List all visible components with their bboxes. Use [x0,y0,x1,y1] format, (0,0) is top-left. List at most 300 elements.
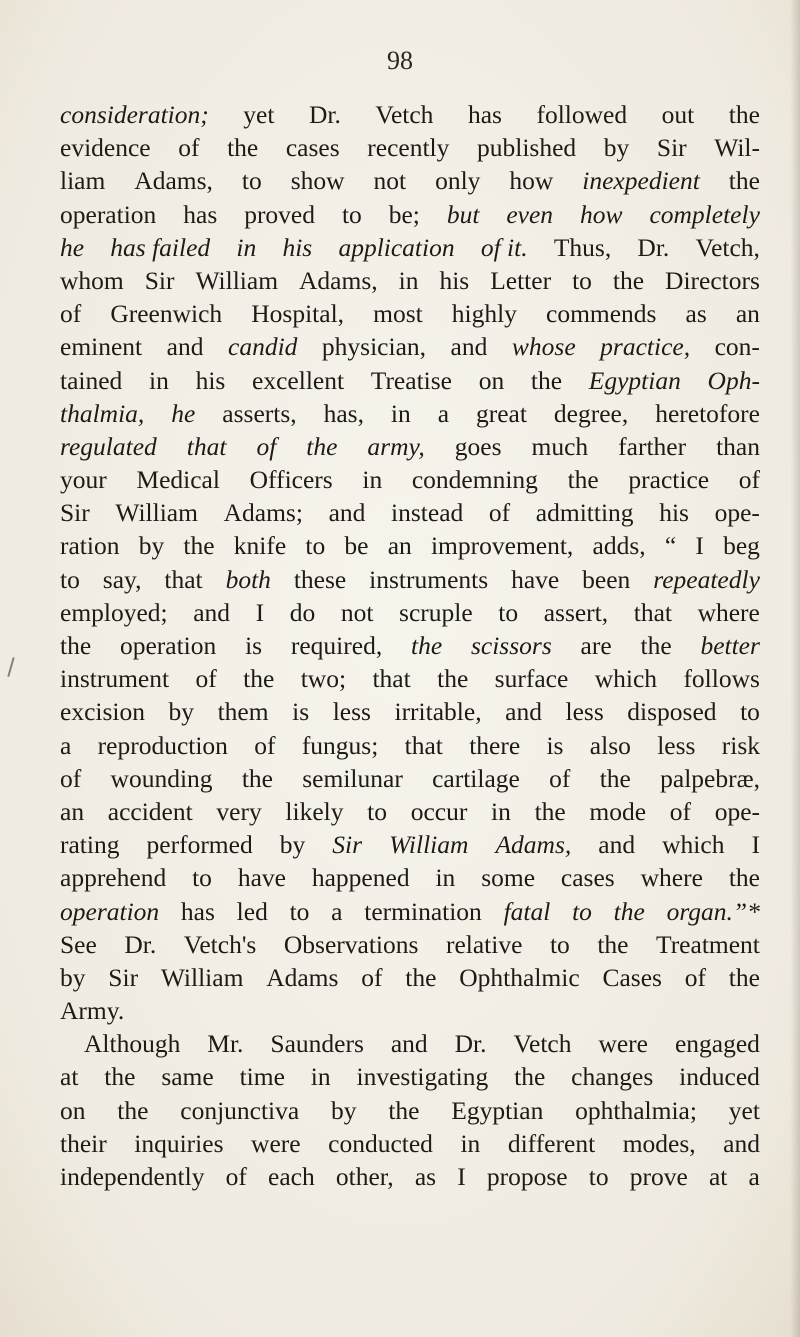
word: Vetch's [183,929,257,959]
word: Dr. [454,1029,487,1059]
word: of [738,465,760,495]
word: termination [364,896,482,926]
italic-word: Adams, [495,830,572,860]
word: some [481,863,536,893]
italic-word: organ.”* [666,896,760,926]
word: on [478,365,505,395]
word: Cases [602,962,662,992]
italic-word: the [306,431,338,461]
word: mode [589,796,647,826]
word: to [241,166,262,196]
word: in [491,796,511,826]
word: there [469,730,521,760]
word: Adams, [299,265,378,295]
word: relative [445,929,523,959]
text-line [60,1160,760,1193]
word: physician, [321,332,427,362]
word: his [439,265,470,295]
word: to [341,199,362,229]
word: the [530,365,563,395]
italic-word: army, [367,431,425,461]
word: Dr. [308,100,341,129]
italic-word: he [171,398,196,428]
word: the [612,265,645,295]
word: of [254,730,276,760]
word: also [589,730,631,760]
word: highly [451,299,517,329]
word: admitting [535,498,634,528]
word: a [748,1162,760,1191]
word: other, [335,1162,394,1191]
italic-word: that [186,431,227,461]
word: to [588,1162,609,1191]
word: very [216,796,262,826]
word: practice [628,465,710,495]
word: I [751,830,760,860]
word: the [567,465,599,495]
word: is [292,697,310,727]
word: yet [728,1095,760,1125]
italic-word: Oph- [707,365,760,395]
word: cases [285,133,340,163]
word: out [661,100,695,129]
word: on [60,1095,86,1125]
word: the [728,962,760,992]
word: a [437,398,450,428]
word: Dr. [637,232,670,262]
word: the [227,133,259,163]
word: of [549,763,571,793]
word: Mr. [207,1029,244,1059]
word: Vetch [375,100,434,129]
word: and [598,830,636,860]
word: evidence [60,133,151,163]
text-line [60,463,760,496]
word: of [60,299,82,329]
word: ophthalmia; [575,1095,697,1125]
word: irritable, [394,697,482,727]
word: Treatment [656,929,760,959]
word: reproduction [97,730,228,760]
word: of [488,498,511,528]
word: Vetch [513,1029,572,1059]
word: were [251,1128,301,1158]
word: I [457,1162,466,1191]
word: the [728,863,760,893]
word: the [60,631,92,660]
word: William [195,265,279,295]
italic-word: regulated [60,431,157,461]
text-line [60,795,760,828]
word: Sir [144,265,175,295]
word: of [684,962,706,992]
word: by [603,133,630,163]
word: by [331,1095,357,1125]
margin-mark [7,657,14,677]
word: and [166,332,204,362]
word: whom [60,265,124,295]
word: as [414,1162,437,1191]
word: Army. [60,996,125,1026]
word: where [640,863,703,893]
word: the [241,763,273,793]
word: which [662,830,725,860]
word: Vetch, [695,232,760,262]
word: and [390,1029,428,1059]
italic-word: of [256,431,277,461]
word: has, [323,398,364,428]
text-line [60,264,760,297]
italic-word: William [389,830,469,860]
text-line [60,563,760,596]
italic-word: application [338,232,455,262]
word: commends [546,299,657,329]
word: Sir [60,498,90,528]
word: in [435,863,456,893]
italic-word: his [282,232,313,262]
word: great [476,398,527,428]
word: to [289,896,310,926]
word: the [599,763,631,793]
word: eminent [60,332,143,362]
word: risk [721,730,760,760]
italic-word: of it. [480,232,528,262]
italic-word: to [572,896,592,926]
word: the [117,1095,149,1125]
text-line [60,364,760,397]
italic-word: better [700,631,760,660]
text-line [60,762,760,795]
word: say, [102,564,142,594]
word: happened [311,863,410,893]
word: do [289,597,316,627]
text-line [60,496,760,529]
word: Egyptian [451,1095,544,1125]
word: each [268,1162,315,1191]
word: less [565,697,604,727]
text-line [60,729,760,762]
word: his [659,498,689,528]
word: led [236,896,268,926]
word: that [404,730,443,760]
word: much [531,431,589,461]
italic-word: inexpedient [582,166,700,196]
word: the [640,631,672,660]
word: asserts, [222,398,297,428]
word: instruments [369,564,489,594]
word: to [572,265,592,295]
word: Directors [665,265,760,295]
word: occur [410,796,468,826]
text-line [60,1127,760,1160]
word: not [340,597,374,627]
word: not [373,166,407,196]
word: his [195,365,226,395]
italic-word: the [613,896,645,926]
word: investigating [356,1062,489,1092]
text-line [60,961,760,994]
word: excision [60,697,145,727]
page-edge-shadow [790,0,800,1337]
italic-word: fatal [503,896,551,926]
italic-word: practice, [600,332,691,362]
word: wounding [110,763,213,793]
text-line [60,596,760,629]
italic-word: but [446,199,480,229]
text-line [60,397,760,430]
italic-word: both [225,564,271,594]
text-line [60,662,760,695]
italic-word: operation [60,896,160,926]
text-line [60,1027,760,1060]
word: and [723,1128,760,1158]
word: propose [486,1162,568,1191]
word: improvement, [430,531,574,561]
word: in [149,365,169,395]
word: cartilage [432,763,520,793]
word: has [467,100,502,129]
word: and [505,697,542,727]
word: “ [664,531,677,561]
word: tained [60,365,123,395]
word: ope- [714,796,760,826]
word: Treatise [370,365,452,395]
word: Greenwich [110,299,223,329]
word: performed [146,830,253,860]
word: goes [454,431,502,461]
text-line [60,330,760,363]
italic-word: has failed [110,232,211,262]
word: of [361,962,383,992]
word: the [104,1062,136,1092]
word: Adams [266,962,339,992]
italic-word: the [411,631,443,660]
word: of [60,763,82,793]
word: them [217,697,269,727]
word: two; [300,664,347,694]
word: in [460,1128,481,1158]
word: induced [679,1062,760,1092]
word: rating [60,830,120,860]
word: the [534,796,566,826]
word: is [245,631,263,660]
word: follows [683,664,760,694]
word: proved [244,199,315,229]
word: your [60,465,107,495]
word: Dr. [124,929,157,959]
word: likely [285,796,344,826]
word: Observations [283,929,419,959]
text-line [60,695,760,728]
text-line [60,198,760,231]
word: to [740,697,760,727]
text-line [60,1094,760,1127]
text-line [60,164,760,197]
word: to [498,597,519,627]
word: the [437,664,469,694]
word: by [60,962,86,992]
word: were [598,1029,648,1059]
word: the [597,929,629,959]
word: surface [494,664,569,694]
italic-word: scissors [470,631,552,660]
word: where [697,597,760,627]
word: to [549,929,570,959]
word: the [243,664,275,694]
word: an [60,796,85,826]
word: in [362,465,383,495]
word: beg [723,531,760,561]
word: have [237,863,286,893]
italic-word: candid [228,332,298,362]
word: modes, [622,1128,696,1158]
word: an [735,299,760,329]
word: liam [60,166,106,196]
word: a [60,730,72,760]
word: different [507,1128,596,1158]
word: knife [233,531,287,561]
word: yet [243,100,275,129]
word: of [195,664,217,694]
word: ope- [714,498,760,528]
word: published [477,133,577,163]
word: same [161,1062,214,1092]
word: instead [391,498,464,528]
word: in [398,265,419,295]
text-line [60,430,760,463]
word: been [582,564,631,594]
word: are [580,631,612,660]
word: See [60,929,97,959]
word: at [60,1062,79,1092]
word: less [332,697,371,727]
word: as [685,299,707,329]
word: by [168,697,195,727]
word: Although [84,1029,181,1059]
word: has [183,199,218,229]
word: the [728,100,760,129]
word: Saunders [270,1029,364,1059]
text-line [60,994,760,1027]
word: in [310,1062,331,1092]
word: recently [367,133,450,163]
word: Thus, [553,232,612,262]
word: a [331,896,343,926]
word: Sir [108,962,139,992]
italic-word: in [236,232,257,262]
word: Medical [136,465,220,495]
word: less [657,730,696,760]
text-line [60,131,760,164]
word: prove [629,1162,688,1191]
text-line [60,928,760,961]
word: conjunctiva [180,1095,300,1125]
word: and [328,498,366,528]
word: operation [60,199,157,229]
page-number: 98 [387,46,413,75]
word: employed; [60,597,168,627]
word: and [450,332,488,362]
word: disposed [627,697,717,727]
word: ration [60,531,120,561]
word: by [138,531,165,561]
word: Wil- [714,133,760,163]
word: how [509,166,554,196]
text-line [60,529,760,562]
word: to [305,531,326,561]
word: followed [536,100,628,129]
word: independently [60,1162,205,1191]
word: the [183,531,215,561]
word: to [192,863,212,893]
italic-word: he [60,232,85,262]
word: farther [618,431,687,461]
text-line [60,895,760,928]
text-line [60,297,760,330]
word: only [435,166,481,196]
word: excellent [252,365,345,395]
word: con- [714,332,760,362]
word: has [180,896,215,926]
word: condemning [411,465,538,495]
word: the [728,166,760,196]
text-line [60,828,760,861]
italic-word: repeatedly [653,564,760,594]
word: instrument [60,664,170,694]
word: in [390,398,411,428]
word: inquiries [134,1128,224,1158]
word: show [290,166,345,196]
text-line [60,629,760,662]
word: Ophthalmic [459,962,580,992]
word: these [293,564,347,594]
italic-word: consideration; [60,100,209,129]
word: Adams, [134,166,213,196]
italic-word: whose [511,332,576,362]
word: adds, [592,531,646,561]
word: fungus; [301,730,379,760]
word: I [255,597,265,627]
word: degree, [553,398,629,428]
word: Sir [656,133,687,163]
word: time [239,1062,285,1092]
word: required, [290,631,383,660]
word: of [669,796,691,826]
word: the [388,1095,420,1125]
word: Adams; [223,498,303,528]
italic-word: Sir [332,830,363,860]
word: scruple [399,597,473,627]
word: at [708,1162,728,1191]
word: William [115,498,198,528]
text-line [60,1060,760,1093]
word: accident [107,796,193,826]
word: the [514,1062,546,1092]
word: conducted [328,1128,433,1158]
word: of [225,1162,247,1191]
italic-word: how [580,199,623,229]
word: that [633,597,672,627]
word: be; [388,199,420,229]
word: to [60,564,80,594]
word: that [372,664,411,694]
word: which [594,664,658,694]
italic-word: thalmia, [60,398,145,428]
word: that [164,564,203,594]
word: their [60,1128,107,1158]
word: have [511,564,560,594]
word: heretofore [655,398,760,428]
